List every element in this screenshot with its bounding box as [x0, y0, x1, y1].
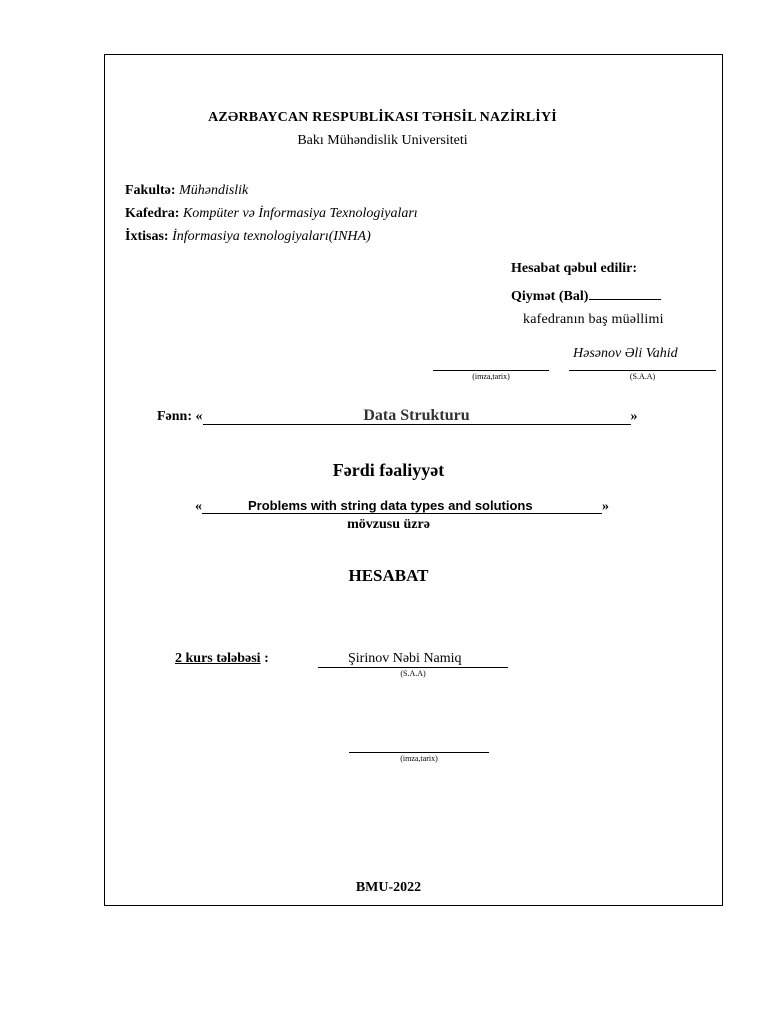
- department-label: Kafedra:: [125, 206, 180, 221]
- teacher-name-caption: (S.A.A): [629, 372, 656, 381]
- student-signature-line: [349, 752, 489, 753]
- specialty-row: [125, 229, 371, 245]
- faculty-row: [125, 183, 248, 199]
- grade-blank-line: [589, 287, 661, 300]
- subject-row: [157, 408, 638, 425]
- topic-close-quote: »: [602, 499, 609, 514]
- topic-suffix: mövzusu üzrə: [347, 517, 430, 532]
- ministry-heading: AZƏRBAYCAN RESPUBLİKASI TƏHSİL NAZİRLİYİ: [208, 110, 557, 125]
- subject-close-quote: »: [630, 409, 638, 424]
- student-signature-caption: (imza,tarix): [400, 754, 438, 763]
- faculty-value: Mühəndislik: [179, 183, 249, 198]
- specialty-value: İnformasiya texnologiyaları(INHA): [172, 229, 371, 244]
- footer-year: BMU-2022: [355, 880, 422, 895]
- report-title: HESABAT: [348, 566, 429, 585]
- university-name: Bakı Mühəndislik Universiteti: [297, 133, 468, 148]
- teacher-signature-line: [433, 370, 549, 371]
- teacher-name-line: [569, 370, 716, 371]
- student-label: [175, 651, 269, 667]
- grade-row: [511, 287, 661, 305]
- teacher-name: Həsənov Əli Vahid: [573, 346, 678, 361]
- accepted-label: Hesabat qəbul edilir:: [511, 261, 638, 276]
- student-label-text: 2 kurs tələbəsi: [175, 651, 261, 666]
- subject-value: Data Strukturu: [203, 408, 631, 425]
- subject-label: Fənn: «: [157, 409, 203, 424]
- student-name-caption: (S.A.A): [400, 669, 426, 678]
- specialty-label: İxtisas:: [125, 229, 169, 244]
- faculty-label: Fakultə:: [125, 183, 176, 198]
- topic-value: Problems with string data types and solutions: [202, 499, 602, 514]
- student-name: Şirinov Nəbi Namiq: [318, 651, 508, 668]
- teacher-role: kafedranın baş müəllimi: [523, 312, 664, 327]
- topic-row: [195, 499, 609, 515]
- teacher-signature-caption: (imza,tarix): [472, 372, 510, 381]
- student-label-colon: :: [260, 651, 269, 666]
- department-value: Kompüter və İnformasiya Texnologiyaları: [182, 206, 418, 221]
- department-row: [125, 206, 418, 222]
- activity-title: Fərdi fəaliyyət: [332, 460, 445, 480]
- grade-label: Qiymət (Bal): [511, 289, 589, 304]
- document-frame: [104, 54, 723, 906]
- topic-open-quote: «: [195, 499, 202, 514]
